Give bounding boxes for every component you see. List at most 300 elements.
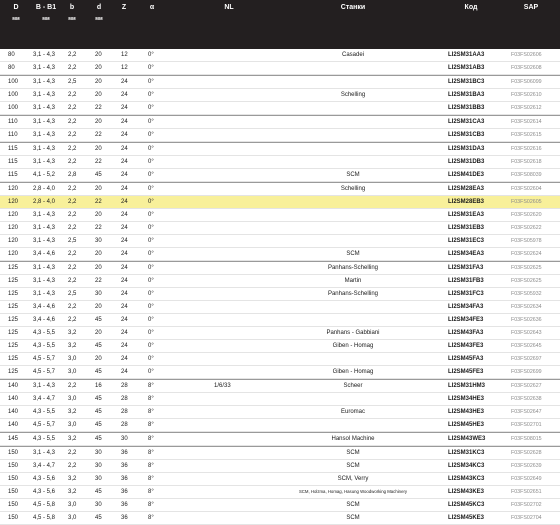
cell-angle: 0° [148,92,154,98]
cell-bore: 20 [95,251,102,257]
header-d-unit: мм [12,16,20,22]
cell-teeth: 24 [121,212,128,218]
cell-diameter: 110 [8,119,18,125]
cell-machines: SCM, Verry [337,476,369,482]
cell-machines: SCM [346,450,360,456]
cell-width-range: 4,5 - 5,8 [33,515,56,521]
cell-bore: 22 [95,105,102,111]
cell-sap: F03FS08039 [511,172,542,178]
table-row [0,432,560,446]
table-row [0,353,560,366]
cell-width-range: 3,1 - 4,3 [33,278,56,284]
cell-sap: F03FS02697 [511,356,542,362]
cell-machines: Martin [344,278,362,284]
cell-body-width: 2,2 [68,212,77,218]
cell-body-width: 2,2 [68,450,77,456]
cell-nl [214,143,244,155]
cell-body-width: 3,0 [68,356,77,362]
table-row [0,314,560,327]
cell-angle: 8° [148,476,154,482]
cell-angle: 0° [148,186,154,192]
table-body [0,49,560,525]
cell-body-width: 2,2 [68,278,77,284]
cell-diameter: 150 [8,489,19,495]
cell-angle: 0° [148,146,154,152]
cell-width-range: 3,1 - 4,3 [33,52,56,58]
cell-body-width: 2,2 [68,159,77,165]
cell-code: LI2SM31BA3 [448,92,485,98]
cell-width-range: 3,1 - 4,3 [33,238,56,244]
cell-sap: F03FS02608 [511,65,542,71]
cell-sap: F03FS02645 [511,343,542,349]
cell-teeth: 36 [121,463,128,469]
cell-diameter: 125 [8,343,19,349]
cell-nl [214,366,244,378]
cell-sap: F03FS02622 [511,225,542,231]
cell-diameter: 110 [8,132,18,138]
cell-code: LI2SM31EC3 [448,238,485,244]
cell-nl [214,76,244,88]
cell-teeth: 24 [121,238,128,244]
cell-body-width: 2,2 [68,105,77,111]
cell-angle: 8° [148,515,154,521]
table-row [0,446,560,460]
cell-bore: 45 [95,172,102,178]
table-row [0,419,560,432]
cell-body-width: 2,8 [68,172,77,178]
cell-teeth: 36 [121,502,128,508]
cell-body-width: 2,5 [68,79,77,85]
cell-teeth: 24 [121,79,128,85]
cell-body-width: 2,2 [68,317,77,323]
cell-bore: 30 [95,238,102,244]
cell-teeth: 24 [121,186,128,192]
cell-body-width: 2,2 [68,225,77,231]
cell-width-range: 3,4 - 4,7 [33,396,56,402]
cell-diameter: 115 [8,172,18,178]
cell-machines: Schelling [340,186,366,192]
cell-machines: Panhans-Schelling [327,291,379,297]
cell-teeth: 24 [121,132,128,138]
cell-sap: F03FS02651 [511,489,542,495]
cell-code: LI2SM43KC3 [448,476,485,482]
cell-body-width: 2,2 [68,186,77,192]
cell-bore: 22 [95,159,102,165]
cell-machines: SCM [346,172,360,178]
cell-sap: F03FS05932 [511,291,542,297]
cell-nl [214,49,244,61]
cell-teeth: 28 [121,396,128,402]
cell-body-width: 2,2 [68,65,77,71]
cell-bore: 30 [95,476,102,482]
cell-angle: 0° [148,212,154,218]
cell-sap: F03FS02616 [511,146,542,152]
cell-width-range: 4,1 - 5,2 [33,172,56,178]
cell-nl [214,116,244,128]
cell-diameter: 120 [8,186,19,192]
cell-angle: 8° [148,502,154,508]
cell-body-width: 2,2 [68,199,77,205]
cell-diameter: 125 [8,265,19,271]
cell-teeth: 24 [121,369,128,375]
cell-body-width: 2,2 [68,146,77,152]
cell-sap: F03FS02634 [511,304,542,310]
table-row [0,156,560,169]
cell-diameter: 100 [8,105,19,111]
cell-machines: Euromac [340,409,365,415]
cell-angle: 0° [148,105,154,111]
cell-angle: 8° [148,383,154,389]
cell-bore: 20 [95,92,102,98]
cell-code: LI2SM28EB3 [448,199,485,205]
cell-angle: 0° [148,317,154,323]
cell-sap: F03FS02639 [511,463,542,469]
cell-angle: 0° [148,251,154,257]
cell-nl [214,447,244,459]
cell-nl [214,419,244,431]
cell-diameter: 100 [8,79,19,85]
cell-width-range: 3,1 - 4,3 [33,159,56,165]
cell-width-range: 3,1 - 4,3 [33,132,56,138]
cell-nl [214,486,244,498]
cell-width-range: 4,5 - 5,7 [33,356,56,362]
cell-width-range: 3,4 - 4,6 [33,304,56,310]
cell-teeth: 24 [121,199,128,205]
cell-teeth: 24 [121,251,128,257]
header-d: D [13,4,19,11]
cell-width-range: 2,8 - 4,0 [33,199,56,205]
header-machines: Станки [340,4,366,11]
cell-nl [214,275,244,287]
table-row [0,115,560,129]
cell-width-range: 3,1 - 4,3 [33,65,56,71]
cell-angle: 8° [148,489,154,495]
cell-teeth: 28 [121,383,128,389]
cell-bore: 20 [95,146,102,152]
cell-width-range: 3,4 - 4,6 [33,317,56,323]
cell-nl [214,340,244,352]
cell-angle: 0° [148,304,154,310]
cell-machines: Giben - Homag [332,369,374,375]
cell-diameter: 140 [8,396,19,402]
cell-nl [214,433,244,445]
cell-nl [214,288,244,300]
cell-width-range: 4,3 - 5,5 [33,343,56,349]
cell-code: LI2SM43FE3 [448,343,484,349]
table-row [0,209,560,222]
cell-teeth: 28 [121,409,128,415]
table-row [0,89,560,102]
cell-machines [258,314,448,326]
cell-width-range: 3,1 - 4,3 [33,92,56,98]
cell-sap: F03FS02624 [511,251,542,257]
cell-sap: F03FS02612 [511,105,542,111]
table-row [0,196,560,209]
cell-teeth: 24 [121,146,128,152]
cell-machines [258,301,448,313]
cell-diameter: 150 [8,450,19,456]
cell-body-width: 2,2 [68,463,77,469]
cell-angle: 0° [148,238,154,244]
cell-bore: 22 [95,132,102,138]
cell-diameter: 120 [8,238,19,244]
cell-diameter: 150 [8,502,19,508]
cell-width-range: 4,3 - 5,5 [33,409,56,415]
table-row [0,301,560,314]
cell-bore: 22 [95,199,102,205]
cell-bore: 45 [95,515,102,521]
cell-teeth: 30 [121,436,128,442]
cell-machines: SCM [346,463,360,469]
cell-machines [258,235,448,247]
header-b-b1-unit: мм [42,16,50,22]
cell-code: LI2SM31HM3 [448,383,486,389]
cell-teeth: 24 [121,356,128,362]
cell-body-width: 3,2 [68,476,77,482]
table-row [0,379,560,393]
cell-machines: Hansol Machine [331,436,375,442]
cell-diameter: 150 [8,515,19,521]
cell-angle: 0° [148,225,154,231]
cell-machines [258,196,448,208]
cell-body-width: 3,0 [68,422,77,428]
cell-bore: 45 [95,409,102,415]
cell-diameter: 80 [8,52,15,58]
cell-diameter: 145 [8,436,19,442]
header-code: Код [464,4,478,11]
cell-code: LI2SM34FA3 [448,304,484,310]
cell-angle: 0° [148,172,154,178]
cell-body-width: 3,2 [68,436,77,442]
cell-machines [258,222,448,234]
cell-teeth: 24 [121,304,128,310]
cell-angle: 0° [148,65,154,71]
cell-body-width: 3,0 [68,369,77,375]
cell-width-range: 4,3 - 5,5 [33,436,56,442]
cell-width-range: 4,5 - 5,8 [33,502,56,508]
cell-angle: 8° [148,436,154,442]
table-row [0,340,560,353]
cell-width-range: 4,3 - 5,6 [33,489,56,495]
cell-body-width: 3,0 [68,396,77,402]
cell-width-range: 3,1 - 4,3 [33,212,56,218]
cell-angle: 0° [148,79,154,85]
cell-sap: F03FS02628 [511,450,542,456]
cell-width-range: 4,5 - 5,7 [33,422,56,428]
cell-nl [214,169,244,181]
table-row [0,62,560,75]
table-row [0,169,560,182]
cell-body-width: 3,0 [68,515,77,521]
cell-sap: F03FS02627 [511,383,542,389]
cell-teeth: 36 [121,515,128,521]
cell-diameter: 125 [8,278,19,284]
cell-width-range: 4,3 - 5,5 [33,330,56,336]
cell-code: LI2SM31BC3 [448,79,485,85]
cell-machines [258,129,448,141]
cell-teeth: 36 [121,489,128,495]
cell-angle: 0° [148,343,154,349]
cell-nl [214,156,244,168]
table-row [0,248,560,261]
cell-nl [214,102,244,114]
cell-sap: F03FS02702 [511,502,542,508]
cell-angle: 0° [148,52,154,58]
table-row [0,288,560,301]
cell-teeth: 24 [121,343,128,349]
cell-nl [214,301,244,313]
cell-teeth: 24 [121,119,128,125]
header-nl: NL [224,4,234,11]
table-row [0,75,560,89]
cell-nl [214,499,244,511]
table-row [0,102,560,115]
cell-nl [214,353,244,365]
cell-nl [214,196,244,208]
cell-diameter: 100 [8,92,19,98]
cell-bore: 22 [95,278,102,284]
cell-bore: 20 [95,356,102,362]
cell-teeth: 24 [121,225,128,231]
cell-machines [258,209,448,221]
cell-body-width: 2,5 [68,238,77,244]
cell-code: LI2SM31DA3 [448,146,485,152]
cell-sap: F03FS02636 [511,317,542,323]
header-sap: SAP [523,4,539,11]
cell-bore: 45 [95,436,102,442]
cell-teeth: 12 [121,52,128,58]
cell-sap: F03FS02618 [511,159,542,165]
cell-nl [214,183,244,195]
cell-diameter: 125 [8,330,19,336]
cell-sap: F03FS02643 [511,330,542,336]
header-b-b1: B - B1 [35,4,57,11]
cell-machines [258,143,448,155]
cell-machines [258,353,448,365]
cell-code: LI2SM31FC3 [448,291,484,297]
cell-body-width: 2,2 [68,383,77,389]
cell-diameter: 120 [8,212,19,218]
cell-teeth: 24 [121,330,128,336]
cell-bore: 22 [95,225,102,231]
cell-nl [214,512,244,524]
cell-nl [214,327,244,339]
cell-diameter: 120 [8,199,19,205]
cell-width-range: 3,1 - 4,3 [33,119,56,125]
cell-bore: 45 [95,369,102,375]
cell-teeth: 24 [121,105,128,111]
table-row [0,235,560,248]
cell-code: LI2SM45FA3 [448,356,484,362]
cell-sap: F03FS02625 [511,278,542,284]
cell-bore: 45 [95,422,102,428]
cell-nl [214,262,244,274]
table-row [0,460,560,473]
cell-width-range: 3,1 - 4,3 [33,225,56,231]
cell-angle: 8° [148,450,154,456]
table-row [0,512,560,525]
table-row [0,473,560,486]
cell-code: LI2SM31FA3 [448,265,484,271]
header-alpha: α [149,4,155,11]
cell-bore: 45 [95,317,102,323]
cell-code: LI2SM31EB3 [448,225,485,231]
cell-angle: 0° [148,159,154,165]
cell-sap: F03FS02620 [511,212,542,218]
cell-width-range: 4,3 - 5,6 [33,476,56,482]
cell-sap: F03FS02649 [511,476,542,482]
cell-nl [214,235,244,247]
cell-sap: F03FS02704 [511,515,542,521]
cell-nl [214,209,244,221]
cell-machines [258,156,448,168]
cell-teeth: 24 [121,92,128,98]
cell-body-width: 2,5 [68,291,77,297]
cell-code: LI2SM31CA3 [448,119,485,125]
cell-nl [214,89,244,101]
cell-bore: 20 [95,119,102,125]
cell-machines: Scheer [343,383,363,389]
cell-bore: 20 [95,52,102,58]
cell-nl [214,460,244,472]
header-b: b [69,4,75,11]
cell-width-range: 4,5 - 5,7 [33,369,56,375]
cell-diameter: 140 [8,383,19,389]
cell-nl [214,248,244,260]
cell-body-width: 3,2 [68,330,77,336]
cell-angle: 0° [148,330,154,336]
cell-diameter: 125 [8,317,19,323]
cell-machines: SCM [346,515,360,521]
cell-sap: F03FS02610 [511,92,542,98]
cell-code: LI2SM43HE3 [448,409,485,415]
cell-code: LI2SM28EA3 [448,186,485,192]
cell-body-width: 2,2 [68,52,77,58]
cell-width-range: 3,1 - 4,3 [33,450,56,456]
cell-machines [258,116,448,128]
cell-machines [258,393,448,405]
cell-nl: 1/6/33 [214,383,231,389]
table-row [0,393,560,406]
table-row [0,275,560,288]
cell-machines: Schelling [340,92,366,98]
cell-code: LI2SM45KC3 [448,502,485,508]
header-bore: d [96,4,102,11]
cell-width-range: 3,1 - 4,3 [33,146,56,152]
cell-diameter: 80 [8,65,15,71]
cell-bore: 45 [95,396,102,402]
cell-diameter: 120 [8,225,19,231]
table-row [0,261,560,275]
table-row [0,222,560,235]
cell-bore: 20 [95,212,102,218]
cell-code: LI2SM43FA3 [448,330,484,336]
cell-machines: SCM [346,502,360,508]
table-row [0,366,560,379]
cell-bore: 45 [95,343,102,349]
cell-machines: Giben - Homag [332,343,374,349]
cell-machines: SCM [346,251,360,257]
cell-diameter: 140 [8,422,19,428]
table-row [0,499,560,512]
cell-sap: F03FS02701 [511,422,542,428]
cell-teeth: 24 [121,317,128,323]
cell-angle: 0° [148,132,154,138]
cell-teeth: 36 [121,450,128,456]
cell-width-range: 2,8 - 4,0 [33,186,56,192]
cell-body-width: 2,2 [68,265,77,271]
cell-sap: F03FS02699 [511,369,542,375]
